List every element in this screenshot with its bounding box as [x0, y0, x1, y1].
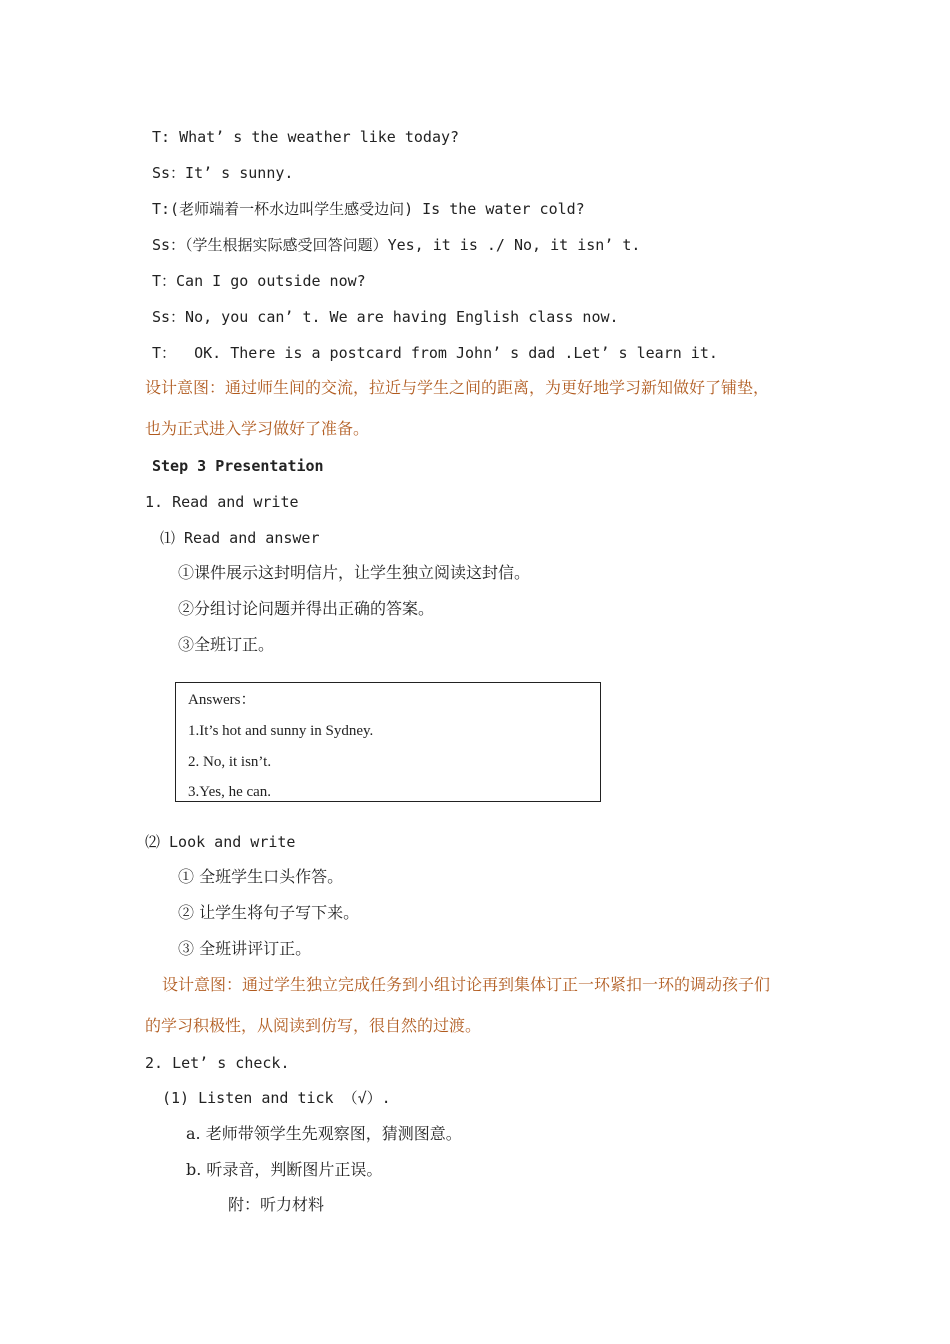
look-step-1: ① 全班学生口头作答。: [178, 867, 344, 886]
read-step-1: ①课件展示这封明信片，让学生独立阅读这封信。: [178, 563, 531, 582]
answer-line-3: 3.Yes, he can.: [188, 784, 272, 800]
answers-box: [175, 682, 601, 802]
check-step-a: a. 老师带领学生先观察图，猜测图意。: [186, 1124, 462, 1143]
answer-line-2: 2. No, it isn’t.: [188, 754, 272, 770]
dialogue-line-2: Ss：It’ s sunny.: [152, 164, 294, 182]
answer-line-1: 1.It’s hot and sunny in Sydney.: [188, 723, 374, 739]
design-intent-1-line-1: 设计意图：通过师生间的交流，拉近与学生之间的距离，为更好地学习新知做好了铺垫，: [145, 378, 770, 397]
read-step-3: ③全班订正。: [178, 635, 275, 654]
appendix-label: 附：听力材料: [228, 1195, 325, 1214]
read-step-2: ②分组讨论问题并得出正确的答案。: [178, 599, 435, 618]
look-step-3: ③ 全班讲评订正。: [178, 939, 312, 958]
dialogue-line-5: T：Can I go outside now?: [152, 272, 366, 290]
dialogue-line-3: T:(老师端着一杯水边叫学生感受边问) Is the water cold?: [152, 200, 585, 218]
read-and-answer-heading: ⑴ Read and answer: [160, 529, 320, 547]
dialogue-line-1: T: What’ s the weather like today?: [152, 128, 460, 146]
design-intent-2-line-2: 的学习积极性，从阅读到仿写，很自然的过渡。: [145, 1016, 482, 1035]
check-step-b: b. 听录音，判断图片正误。: [186, 1160, 383, 1179]
dialogue-line-4: Ss：（学生根据实际感受回答问题）Yes, it is ./ No, it isn’ t.: [152, 236, 641, 254]
look-and-write-heading: ⑵ Look and write: [145, 833, 296, 851]
lets-check-heading: 2. Let’ s check.: [145, 1054, 290, 1072]
look-step-2: ② 让学生将句子写下来。: [178, 903, 360, 922]
dialogue-line-7: T： OK. There is a postcard from John’ s dad .Let’ s learn it.: [152, 344, 718, 362]
read-and-write-heading: 1. Read and write: [145, 493, 299, 511]
step3-title: Step 3 Presentation: [152, 457, 324, 475]
design-intent-2-line-1: 设计意图：通过学生独立完成任务到小组讨论再到集体订正一环紧扣一环的调动孩子们: [162, 975, 771, 994]
dialogue-line-6: Ss：No, you can’ t. We are having English class now.: [152, 308, 619, 326]
listen-and-tick-heading: (1) Listen and tick （√）.: [162, 1089, 391, 1107]
answers-heading: Answers：: [188, 692, 256, 708]
design-intent-1-line-2: 也为正式进入学习做好了准备。: [145, 419, 370, 438]
